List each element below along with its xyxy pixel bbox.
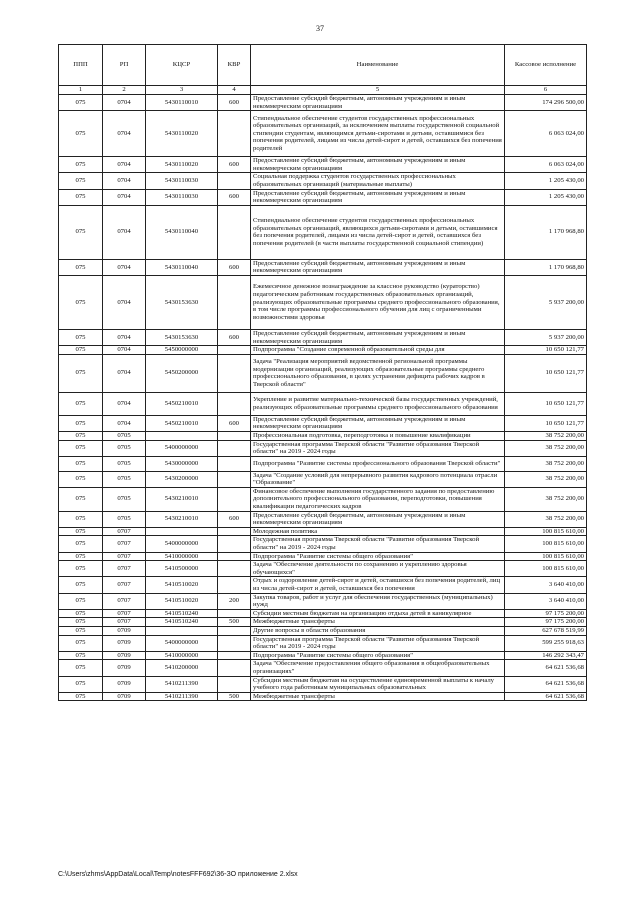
cell-amount: 6 063 024,00: [505, 157, 587, 173]
cell-amount: 10 650 121,77: [505, 354, 587, 392]
table-row: [59, 487, 587, 511]
table-row: [59, 471, 587, 487]
cell-amount: 146 292 343,47: [505, 651, 587, 660]
cell-amount: 3 640 410,00: [505, 577, 587, 593]
cell-ppp: 075: [59, 275, 103, 329]
cell-name: Предоставление субсидий бюджетным, автономным учреждениям и иным некоммерческим организациям: [251, 259, 505, 275]
cell-name: Межбюджетные трансферты: [251, 618, 505, 627]
table-row: [59, 511, 587, 527]
cell-kcsr: 5430210010: [146, 511, 218, 527]
cell-kvr: [218, 536, 251, 552]
cell-name: Стипендиальное обеспечение студентов государственных профессиональных образовательных организаций, за исключением выплаты государственной социальной стипендии студентам, являющимся детьми-сиротами и детьми, оставшимися без попечения родителей, лицами из числа детей-сирот и детей, оставшихся без попечения родителей: [251, 111, 505, 157]
table-row: [59, 157, 587, 173]
cell-kcsr: 5430110040: [146, 205, 218, 259]
column-number: 5: [251, 86, 505, 95]
cell-kvr: [218, 275, 251, 329]
cell-ppp: 075: [59, 511, 103, 527]
table-row: [59, 431, 587, 440]
cell-name: Предоставление субсидий бюджетным, автономным учреждениям и иным некоммерческим организациям: [251, 511, 505, 527]
cell-amount: 10 650 121,77: [505, 415, 587, 431]
cell-amount: 64 621 536,68: [505, 692, 587, 701]
table-row: [59, 609, 587, 618]
cell-kvr: [218, 626, 251, 635]
cell-rp: 0704: [103, 157, 146, 173]
cell-kvr: [218, 635, 251, 651]
table-row: [59, 173, 587, 189]
cell-rp: 0704: [103, 329, 146, 345]
cell-kvr: [218, 431, 251, 440]
cell-kcsr: 5410510240: [146, 609, 218, 618]
cell-name: Ежемесячное денежное вознаграждение за классное руководство (кураторство) педагогическим работникам государственных образовательных организаций, реализующих образовательные программы среднего профессионального образования, в том числе программы профессионального обучения для лиц с ограниченными возможностями здоровья: [251, 275, 505, 329]
cell-kvr: [218, 561, 251, 577]
cell-amount: 100 815 610,00: [505, 561, 587, 577]
cell-name: Финансовое обеспечение выполнения государственного задания по предоставлению дополнительного профессионального образования, переподготовки, повышения квалификации педагогических кадров: [251, 487, 505, 511]
cell-name: Предоставление субсидий бюджетным, автономным учреждениям и иным некоммерческим организациям: [251, 189, 505, 205]
table-row: [59, 692, 587, 701]
table-row: [59, 189, 587, 205]
cell-rp: 0704: [103, 346, 146, 355]
cell-rp: 0705: [103, 471, 146, 487]
cell-ppp: 075: [59, 354, 103, 392]
cell-amount: 1 205 430,00: [505, 173, 587, 189]
footer-file-path: C:\Users\zhms\AppData\Local\Temp\notesFFF692\36-ЗО приложение 2.xlsx: [58, 871, 298, 878]
cell-kvr: [218, 346, 251, 355]
table-row: [59, 552, 587, 561]
cell-kcsr: 5410211390: [146, 676, 218, 692]
cell-amount: 38 752 200,00: [505, 431, 587, 440]
table-row: [59, 527, 587, 536]
cell-rp: 0704: [103, 189, 146, 205]
table-row: [59, 440, 587, 456]
cell-kcsr: 5430110030: [146, 189, 218, 205]
cell-kcsr: 5410510020: [146, 593, 218, 609]
cell-kcsr: 5430153630: [146, 329, 218, 345]
cell-amount: 38 752 200,00: [505, 511, 587, 527]
table-row: [59, 95, 587, 111]
cell-ppp: 075: [59, 609, 103, 618]
cell-kvr: [218, 111, 251, 157]
cell-name: Другие вопросы в области образования: [251, 626, 505, 635]
cell-amount: 5 937 200,00: [505, 275, 587, 329]
cell-kvr: [218, 552, 251, 561]
cell-kcsr: 5430110040: [146, 259, 218, 275]
cell-ppp: 075: [59, 346, 103, 355]
cell-kvr: [218, 676, 251, 692]
table-row: [59, 618, 587, 627]
table-row: [59, 635, 587, 651]
table-body: [59, 95, 587, 701]
cell-kvr: 600: [218, 511, 251, 527]
cell-kcsr: 5410211390: [146, 692, 218, 701]
cell-kvr: 600: [218, 189, 251, 205]
cell-ppp: 075: [59, 651, 103, 660]
cell-kvr: [218, 660, 251, 676]
cell-ppp: 075: [59, 392, 103, 415]
cell-kcsr: [146, 527, 218, 536]
cell-rp: 0705: [103, 440, 146, 456]
cell-rp: 0704: [103, 415, 146, 431]
cell-amount: 38 752 200,00: [505, 440, 587, 456]
table-row: [59, 354, 587, 392]
table-row: [59, 346, 587, 355]
cell-rp: 0709: [103, 660, 146, 676]
table-row: [59, 392, 587, 415]
cell-rp: 0709: [103, 651, 146, 660]
cell-ppp: 075: [59, 487, 103, 511]
cell-ppp: 075: [59, 259, 103, 275]
cell-name: Задача "Обеспечение предоставления общего образования в общеобразовательных организациях": [251, 660, 505, 676]
cell-name: Субсидии местным бюджетам на осуществление единовременной выплаты к началу учебного года работникам муниципальных образовательных: [251, 676, 505, 692]
cell-rp: 0704: [103, 111, 146, 157]
table-row: [59, 561, 587, 577]
cell-amount: 100 815 610,00: [505, 536, 587, 552]
cell-kvr: [218, 440, 251, 456]
header-kvr: КВР: [218, 45, 251, 86]
cell-rp: 0704: [103, 354, 146, 392]
cell-amount: 10 650 121,77: [505, 346, 587, 355]
cell-ppp: 075: [59, 577, 103, 593]
table-row: [59, 626, 587, 635]
cell-kvr: 600: [218, 259, 251, 275]
cell-kcsr: 5400000000: [146, 536, 218, 552]
cell-kcsr: 5410000000: [146, 651, 218, 660]
cell-name: Подпрограмма "Развитие системы общего образования": [251, 552, 505, 561]
cell-kcsr: 5410500000: [146, 561, 218, 577]
header-row: [59, 45, 587, 86]
table-row: [59, 593, 587, 609]
cell-kvr: 600: [218, 157, 251, 173]
cell-kvr: [218, 354, 251, 392]
cell-kvr: 500: [218, 618, 251, 627]
cell-kcsr: 5400000000: [146, 635, 218, 651]
column-number: 4: [218, 86, 251, 95]
cell-rp: 0709: [103, 676, 146, 692]
cell-ppp: 075: [59, 415, 103, 431]
cell-rp: 0705: [103, 456, 146, 471]
cell-name: Стипендиальное обеспечение студентов государственных профессиональных образовательных организаций, являющихся детьми-сиротами и детьми, оставшимися без попечения родителей, лицами из числа детей-сирот и детей, оставшихся без попечения родителей (в части выплаты государственной социальной стипендии): [251, 205, 505, 259]
table-row: [59, 651, 587, 660]
table-row: [59, 415, 587, 431]
cell-name: Субсидии местным бюджетам на организацию отдыха детей в каникулярное: [251, 609, 505, 618]
cell-ppp: 075: [59, 456, 103, 471]
cell-kvr: [218, 173, 251, 189]
table-row: [59, 259, 587, 275]
cell-ppp: 075: [59, 536, 103, 552]
cell-kcsr: 5430210010: [146, 487, 218, 511]
cell-ppp: 075: [59, 618, 103, 627]
cell-kcsr: 5430110030: [146, 173, 218, 189]
cell-kvr: [218, 651, 251, 660]
cell-rp: 0705: [103, 431, 146, 440]
cell-kvr: 600: [218, 95, 251, 111]
cell-kcsr: 5450210010: [146, 392, 218, 415]
cell-ppp: 075: [59, 95, 103, 111]
cell-rp: 0704: [103, 275, 146, 329]
cell-rp: 0707: [103, 527, 146, 536]
cell-ppp: 075: [59, 660, 103, 676]
cell-kcsr: [146, 431, 218, 440]
cell-name: Молодежная политика: [251, 527, 505, 536]
header-rp: РП: [103, 45, 146, 86]
cell-kcsr: 5430110020: [146, 157, 218, 173]
cell-amount: 1 170 968,80: [505, 205, 587, 259]
cell-amount: 6 063 024,00: [505, 111, 587, 157]
cell-amount: 10 650 121,77: [505, 392, 587, 415]
cell-rp: 0704: [103, 392, 146, 415]
cell-kvr: 500: [218, 692, 251, 701]
cell-name: Государственная программа Тверской области "Развитие образования Тверской области" на 2019 - 2024 годы: [251, 635, 505, 651]
cell-kcsr: 5410200000: [146, 660, 218, 676]
cell-rp: 0704: [103, 205, 146, 259]
cell-rp: 0707: [103, 561, 146, 577]
cell-kcsr: 5450000000: [146, 346, 218, 355]
table-row: [59, 536, 587, 552]
cell-ppp: 075: [59, 157, 103, 173]
cell-name: Задача "Реализация мероприятий ведомственной региональной программы модернизации организаций, реализующих образовательные программы среднего профессионального образования, в целях устранения дефицита рабочих кадров в Тверской области": [251, 354, 505, 392]
table-row: [59, 111, 587, 157]
cell-name: Подпрограмма "Развитие системы профессионального образования Тверской области": [251, 456, 505, 471]
table-row: [59, 329, 587, 345]
cell-name: Государственная программа Тверской области "Развитие образования Тверской области" на 2019 - 2024 годы: [251, 440, 505, 456]
cell-name: Подпрограмма "Развитие системы общего образования": [251, 651, 505, 660]
cell-kcsr: 5430000000: [146, 456, 218, 471]
cell-rp: 0709: [103, 635, 146, 651]
cell-ppp: 075: [59, 329, 103, 345]
cell-ppp: 075: [59, 626, 103, 635]
cell-kcsr: 5430110010: [146, 95, 218, 111]
header-kcsr: КЦСР: [146, 45, 218, 86]
cell-amount: 100 815 610,00: [505, 527, 587, 536]
table-row: [59, 275, 587, 329]
cell-ppp: 075: [59, 692, 103, 701]
cell-name: Предоставление субсидий бюджетным, автономным учреждениям и иным некоммерческим организациям: [251, 95, 505, 111]
cell-ppp: 075: [59, 440, 103, 456]
cell-ppp: 075: [59, 676, 103, 692]
cell-amount: 64 621 536,68: [505, 660, 587, 676]
table-row: [59, 205, 587, 259]
cell-name: Отдых и оздоровление детей-сирот и детей, оставшихся без попечения родителей, лиц из числа детей-сирот и детей, оставшихся без попечения: [251, 577, 505, 593]
cell-name: Задача "Создание условий для непрерывного развития кадрового потенциала отрасли "Образование": [251, 471, 505, 487]
cell-name: Укрепление и развитие материально-технической базы государственных учреждений, реализующих образовательные программы среднего профессионального образования: [251, 392, 505, 415]
cell-ppp: 075: [59, 635, 103, 651]
cell-kvr: [218, 456, 251, 471]
cell-kcsr: 5430110020: [146, 111, 218, 157]
cell-kcsr: 5430200000: [146, 471, 218, 487]
table-row: [59, 660, 587, 676]
cell-rp: 0707: [103, 593, 146, 609]
cell-ppp: 075: [59, 173, 103, 189]
cell-name: Государственная программа Тверской области "Развитие образования Тверской области" на 2019 - 2024 годы: [251, 536, 505, 552]
cell-ppp: 075: [59, 189, 103, 205]
column-number: 6: [505, 86, 587, 95]
cell-amount: 64 621 536,68: [505, 676, 587, 692]
cell-name: Предоставление субсидий бюджетным, автономным учреждениям и иным некоммерческим организациям: [251, 329, 505, 345]
cell-ppp: 075: [59, 552, 103, 561]
cell-amount: 1 170 968,80: [505, 259, 587, 275]
cell-kvr: 600: [218, 415, 251, 431]
cell-kcsr: 5410510240: [146, 618, 218, 627]
cell-rp: 0704: [103, 259, 146, 275]
cell-kcsr: 5410000000: [146, 552, 218, 561]
cell-ppp: 075: [59, 431, 103, 440]
cell-name: Предоставление субсидий бюджетным, автономным учреждениям и иным некоммерческим организациям: [251, 415, 505, 431]
cell-kcsr: 5430153630: [146, 275, 218, 329]
cell-amount: 5 937 200,00: [505, 329, 587, 345]
column-number: 2: [103, 86, 146, 95]
cell-kvr: [218, 205, 251, 259]
cell-amount: 100 815 610,00: [505, 552, 587, 561]
cell-amount: 97 175 200,00: [505, 609, 587, 618]
cell-amount: 599 255 918,63: [505, 635, 587, 651]
cell-amount: 627 678 519,99: [505, 626, 587, 635]
table-row: [59, 676, 587, 692]
cell-amount: 38 752 200,00: [505, 456, 587, 471]
cell-kvr: [218, 392, 251, 415]
cell-name: Закупка товаров, работ и услуг для обеспечения государственных (муниципальных) нужд: [251, 593, 505, 609]
column-number: 1: [59, 86, 103, 95]
cell-kcsr: 5450210010: [146, 415, 218, 431]
cell-rp: 0707: [103, 536, 146, 552]
cell-amount: 3 640 410,00: [505, 593, 587, 609]
cell-amount: 174 296 500,00: [505, 95, 587, 111]
cell-kcsr: 5410510020: [146, 577, 218, 593]
cell-name: Профессиональная подготовка, переподготовка и повышение квалификации: [251, 431, 505, 440]
cell-ppp: 075: [59, 471, 103, 487]
budget-table: [58, 44, 587, 701]
cell-kcsr: 5400000000: [146, 440, 218, 456]
cell-name: Задача "Обеспечение деятельности по сохранению и укреплению здоровья обучающихся": [251, 561, 505, 577]
cell-name: Подпрограмма "Создание современной образовательной среды для: [251, 346, 505, 355]
header-name: Наименование: [251, 45, 505, 86]
cell-amount: 38 752 200,00: [505, 487, 587, 511]
cell-kcsr: [146, 626, 218, 635]
cell-kvr: [218, 577, 251, 593]
cell-name: Межбюджетные трансферты: [251, 692, 505, 701]
cell-kvr: [218, 471, 251, 487]
table-row: [59, 577, 587, 593]
cell-amount: 97 175 200,00: [505, 618, 587, 627]
cell-kvr: [218, 609, 251, 618]
header-ppp: ППП: [59, 45, 103, 86]
cell-amount: 38 752 200,00: [505, 471, 587, 487]
table-row: [59, 456, 587, 471]
cell-kvr: [218, 527, 251, 536]
cell-kvr: 200: [218, 593, 251, 609]
cell-rp: 0707: [103, 609, 146, 618]
cell-rp: 0709: [103, 626, 146, 635]
cell-kvr: 600: [218, 329, 251, 345]
cell-rp: 0709: [103, 692, 146, 701]
cell-rp: 0704: [103, 95, 146, 111]
column-number: 3: [146, 86, 218, 95]
cell-kvr: [218, 487, 251, 511]
cell-rp: 0705: [103, 511, 146, 527]
cell-ppp: 075: [59, 561, 103, 577]
cell-amount: 1 205 430,00: [505, 189, 587, 205]
cell-rp: 0707: [103, 552, 146, 561]
column-number-row: [59, 86, 587, 95]
cell-kcsr: 5450200000: [146, 354, 218, 392]
cell-ppp: 075: [59, 593, 103, 609]
cell-name: Социальная поддержка студентов государственных профессиональных образовательных организаций (материальные выплаты): [251, 173, 505, 189]
cell-rp: 0704: [103, 173, 146, 189]
cell-name: Предоставление субсидий бюджетным, автономным учреждениям и иным некоммерческим организациям: [251, 157, 505, 173]
header-amount: Кассовое исполнение: [505, 45, 587, 86]
cell-ppp: 075: [59, 205, 103, 259]
page-number: 37: [316, 24, 324, 33]
cell-rp: 0705: [103, 487, 146, 511]
cell-ppp: 075: [59, 527, 103, 536]
cell-rp: 0707: [103, 577, 146, 593]
cell-ppp: 075: [59, 111, 103, 157]
cell-rp: 0707: [103, 618, 146, 627]
